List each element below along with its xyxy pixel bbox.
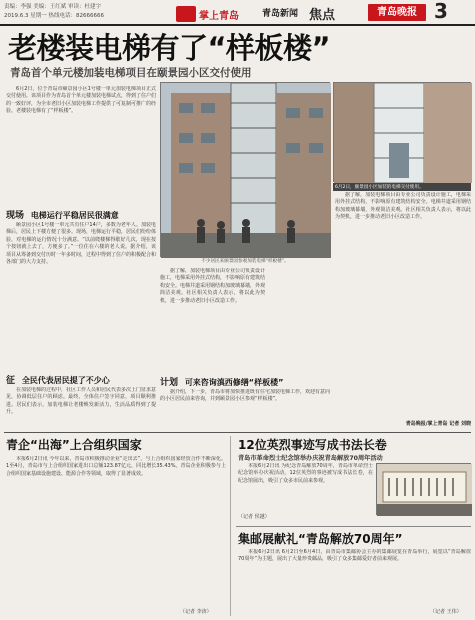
bottom-left-body (6, 456, 226, 608)
bottom-right2-body (238, 549, 471, 607)
section1-heading (6, 208, 119, 221)
bottom-right1-subtitle: 青岛市革命烈士纪念馆举办庆祝青岛解放70周年活动 (238, 455, 383, 462)
editor-credits: 责编：李强 美编：王红斌 审读：杜建宇 (4, 4, 101, 10)
lead-paragraph (6, 86, 156, 204)
bottom-right2-byline: （记者 王伟） (430, 609, 462, 615)
bottom-divider (4, 432, 471, 433)
section1-text: 颐景园小区1号楼一单元共有住户14户，多数为老年人。加装电梯后，居民上下楼方便了很多。现场，电梯运行平稳，居民们纷纷体验，对电梯的运行情况十分满意。“以前爬楼梯得歇好几次，现在按个按钮就上去了，方便多了。”一位住在六楼的老人说。据介绍，该项目从筹备到交付历时一年多时间，过程中得到了住户的积极配合和各部门的大力支持。 (6, 222, 156, 266)
bottom-right-divider (236, 526, 471, 527)
bottom-left-byline: （记者 李涛） (180, 609, 212, 615)
elevator-closeup-photo (333, 82, 471, 182)
main-subheadline: 青岛首个单元楼加装电梯项目在颐景园小区交付使用 (10, 67, 252, 79)
middle-text: 据了解，加装电梯项目由专业公司负责设计施工，电梯采用外挂式结构，不影响原有建筑结构安全。电梯井道采用钢结构加玻璃幕墙，外观简洁美观。社区相关负责人表示，将以此为契机，进一步推动老旧小区改造工作。 (160, 268, 265, 304)
byline-main: 青岛晚报/掌上青岛 记者 刘晓 (405, 421, 471, 427)
bottom-right2-title: 集邮展献礼“青岛解放70周年” (238, 532, 403, 546)
section-title: 焦点 (309, 8, 336, 23)
main-headline: 老楼装电梯有了“样板楼” (8, 31, 331, 65)
elevator-building-photo (160, 82, 330, 257)
closeup-illustration (334, 83, 472, 183)
bottom-right1-text: 本报6月2日讯 为纪念青岛解放70周年，青岛市革命烈士纪念馆举办庆祝活动，12位英烈的事迹被写成书法长卷，在纪念馆展出，吸引了众多市民前来参观。 (238, 463, 373, 484)
bottom-right2-text: 本报6月2日讯 6月2日至6月4日，由青岛市集邮协会主办的集邮展览在青岛举行，展览以“青岛解放70周年”为主题，展出了大量珍贵邮品，吸引了众多集邮爱好者前来观展。 (238, 549, 471, 563)
calligraphy-illustration (377, 464, 472, 516)
newspaper-brand: 青岛晚报 (368, 4, 426, 21)
bottom-vertical-divider (230, 436, 231, 616)
section2-body-left (6, 387, 156, 431)
section-label: 青岛新闻 (262, 9, 299, 19)
calligraphy-photo (376, 463, 471, 515)
section1-body-left (6, 222, 156, 362)
section1-tag: 现场 (6, 211, 25, 221)
photo-caption: 不少居民来颐景园参观加装电梯“样板楼”。 (201, 259, 289, 264)
section2-tag: 征 (6, 376, 16, 386)
section3-body (160, 389, 330, 429)
app-name: 掌上青岛 (199, 11, 239, 22)
photo-illustration (161, 83, 331, 258)
middle-body (160, 268, 265, 368)
section2-title: 全民代表居民提了不少心 (21, 376, 110, 385)
bottom-right1-body (238, 463, 373, 513)
page-number: 3 (434, 0, 448, 23)
bottom-left-title: 青企“出海”上合组织国家 (6, 438, 142, 452)
section1-title: 电梯运行平稳居民很满意 (30, 211, 119, 220)
app-logo-icon (176, 6, 196, 22)
bottom-left-text: 本报6月2日讯 今年以来，青岛市积极推动企业“走出去”，与上合组织国家经贸合作不断深化。1至4月，青岛市与上合组织国家进出口总额123.87亿元，同比增长35.43%。青岛企业积极参与上合组织国家基础设施建设、能源合作等领域，取得了显著成效。 (6, 456, 226, 477)
lead-text: 6月2日，位于青岛市颐景园小区1号楼一单元加装电梯项目正式交付使用。该项目作为青岛首个单元楼加装电梯试点，得到了住户们的一致好评，为全市老旧小区加装电梯工作提供了可复制可推广的经验。老楼装电梯有了“样板楼”。 (6, 86, 156, 115)
issue-date: 2019.6.3 星期一 热线电话：82666666 (4, 13, 104, 19)
section3-tag: 计划 (160, 378, 179, 388)
right-body (335, 192, 471, 418)
section2-text: 在加装电梯的过程中，社区工作人员和居民代表多次上门征求意见，协调低层住户的顾虑。最终，全体住户签字同意，项目顺利推进。居民们表示，加装电梯让老楼焕发新活力，生活品质得到了提升。 (6, 387, 156, 416)
section3-heading (160, 375, 283, 388)
closeup-caption: 6月2日，颐景园小区加装的电梯交付使用。 (333, 183, 471, 191)
section3-text: 据介绍，下一步，青岛市将加快推进既有住宅加装电梯工作，欢迎有意向的小区居民前来咨询，并到颐景园小区参观“样板楼”。 (160, 389, 330, 403)
right-text: 据了解，加装电梯项目由专业公司负责设计施工，电梯采用外挂式结构，不影响原有建筑结构安全。电梯井道采用钢结构加玻璃幕墙，外观简洁美观。社区相关负责人表示，将以此为契机，进一步推动老旧小区改造工作。 (335, 192, 471, 221)
bottom-right1-byline: （记者 侯越） (238, 514, 270, 520)
section2-heading (6, 373, 110, 386)
section3-title: 可来咨询滇西修缮“样板楼” (184, 378, 284, 387)
bottom-right1-title: 12位英烈事迹写成书法长卷 (238, 438, 387, 452)
